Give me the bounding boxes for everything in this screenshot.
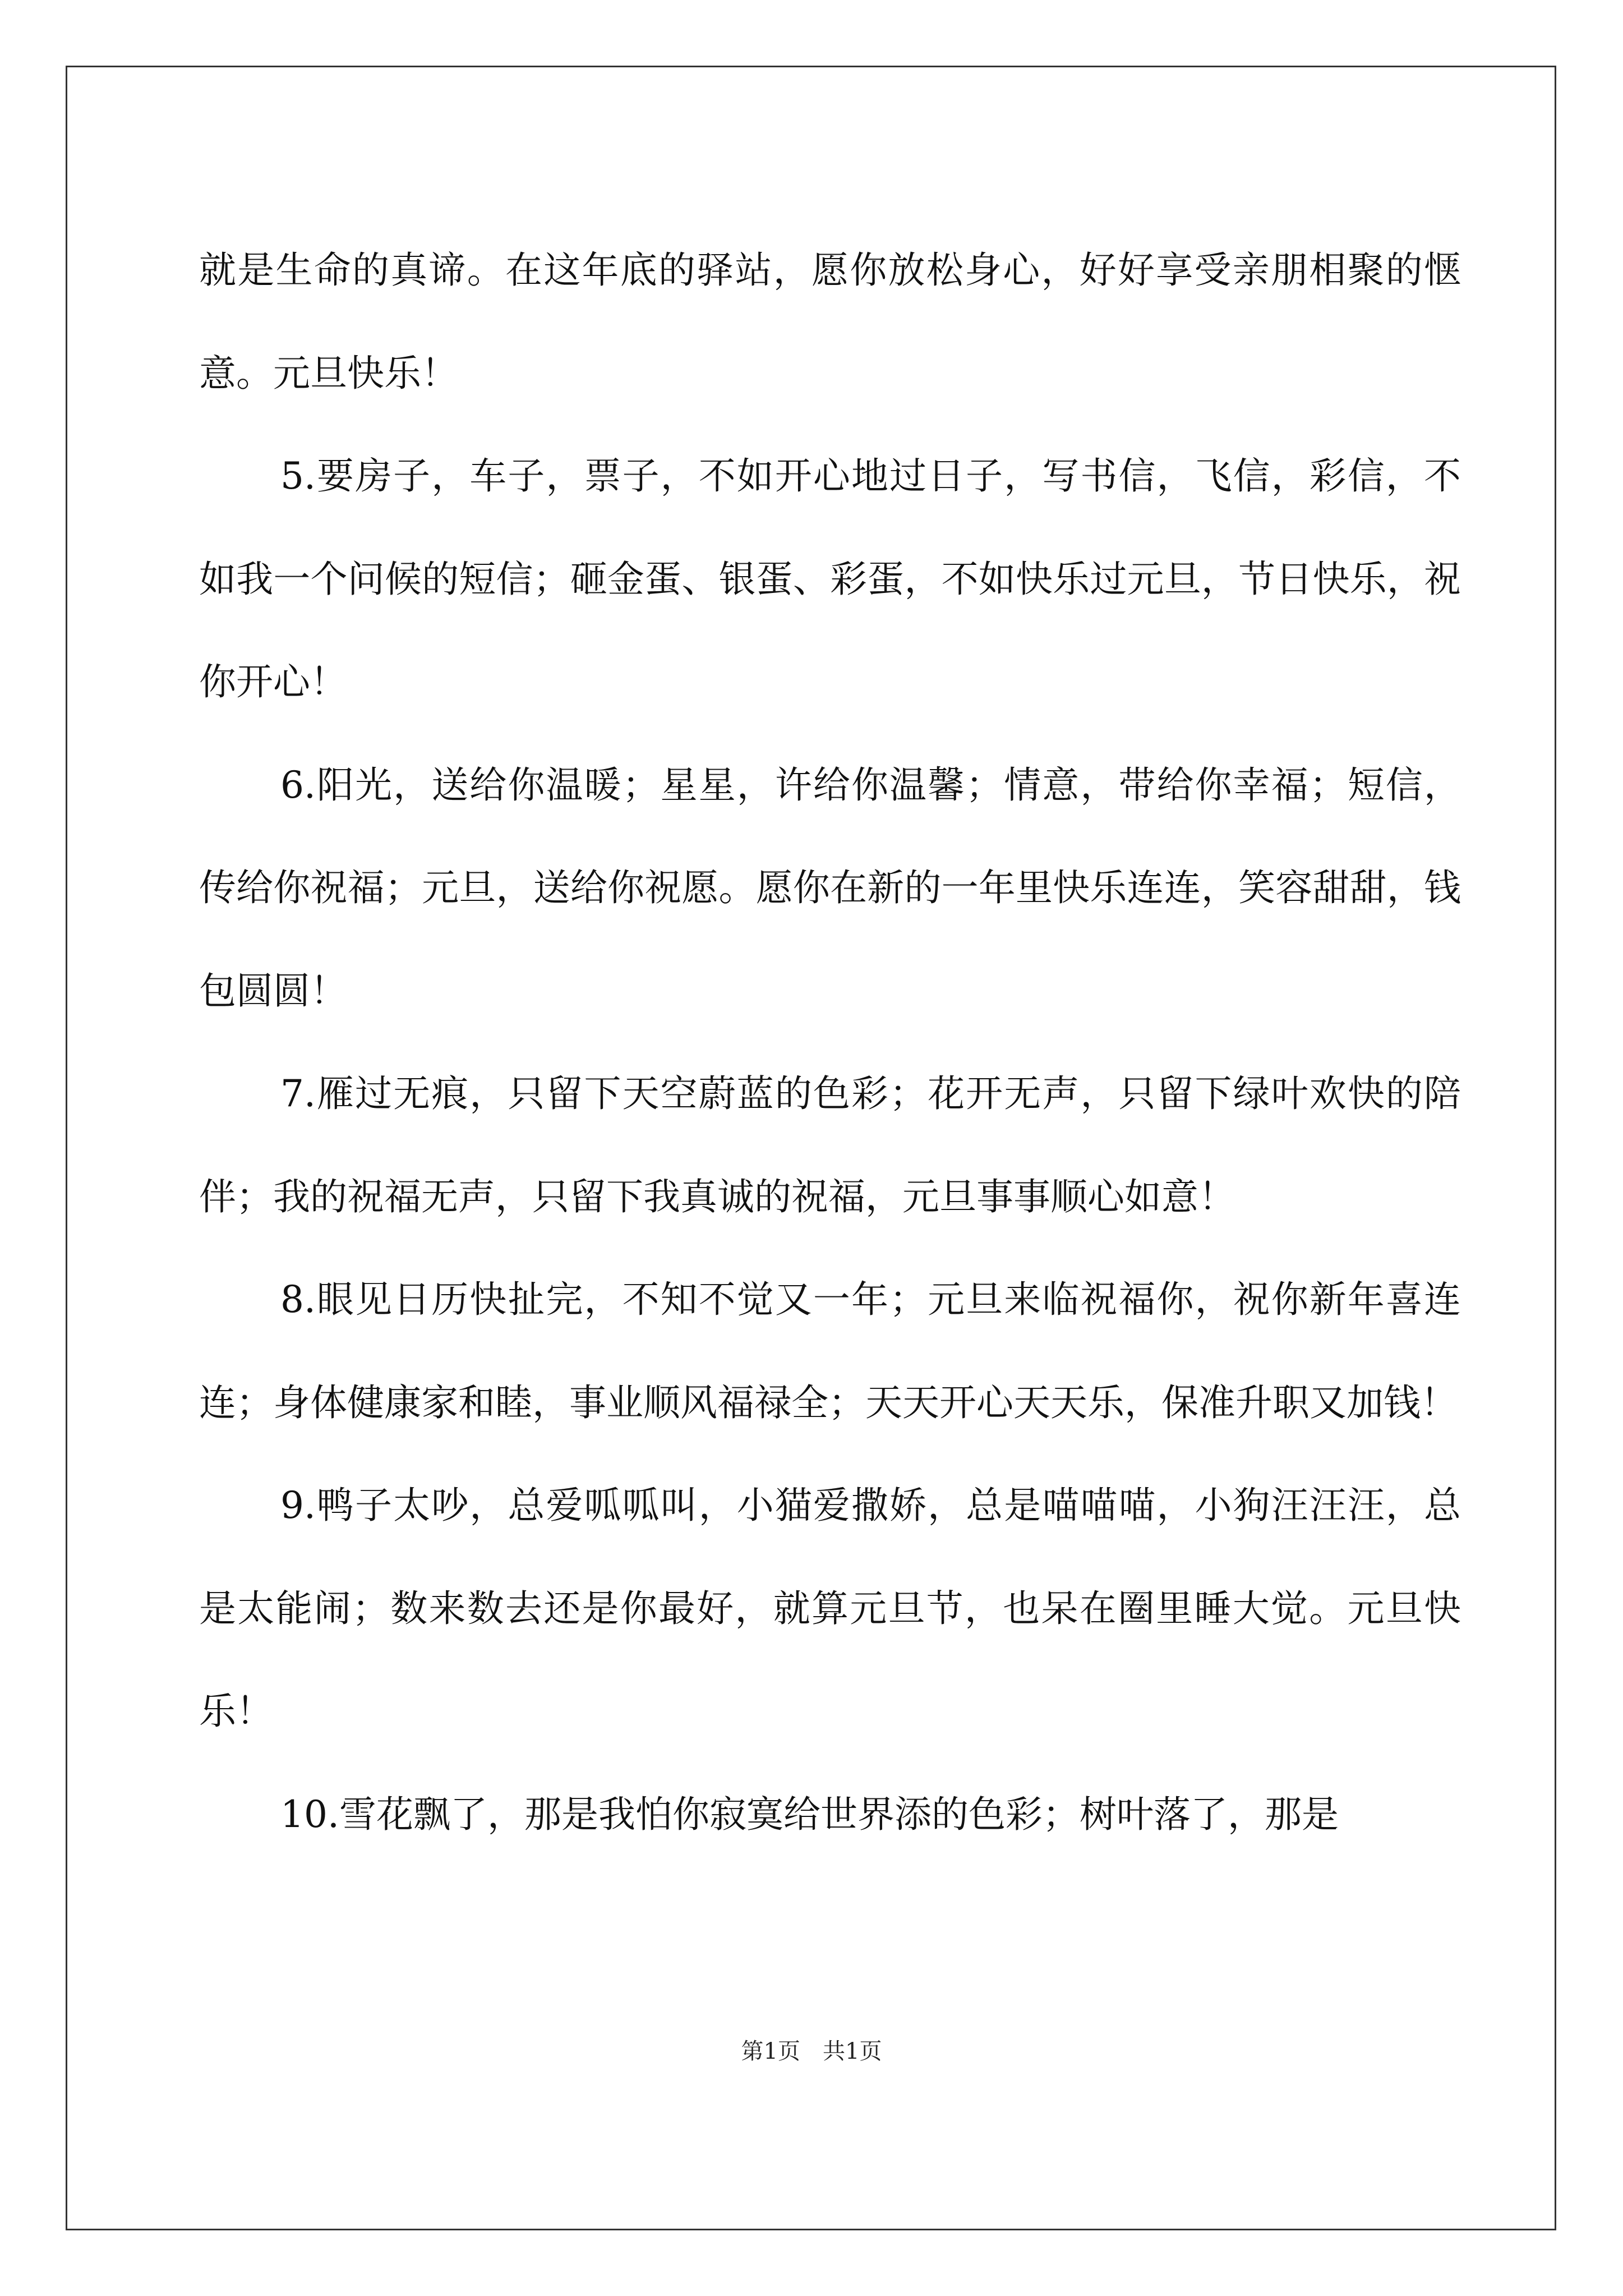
paragraph: 就是生命的真谛。在这年底的驿站，愿你放松身心，好好享受亲朋相聚的惬意。元旦快乐！ (199, 249, 1461, 395)
paragraph-item-7: 7.雁过无痕，只留下天空蔚蓝的色彩；花开无声，只留下绿叶欢快的陪伴；我的祝福无声，只留下我真诚的祝福，元旦事事顺心如意！ (199, 1072, 1461, 1218)
page-number-current: 第1页 (741, 2039, 800, 2064)
paragraph-item-6: 6.阳光，送给你温暖；星星，许给你温馨；情意，带给你幸福；短信，传给你祝福；元旦，送给你祝愿。愿你在新的一年里快乐连连，笑容甜甜，钱包圆圆！ (199, 763, 1461, 1013)
paragraph-item-9: 9.鸭子太吵，总爱呱呱叫，小猫爱撒娇，总是喵喵喵，小狗汪汪汪，总是太能闹；数来数去还是你最好，就算元旦节，也呆在圈里睡大觉。元旦快乐！ (199, 1484, 1461, 1733)
page-footer (0, 2033, 1623, 2065)
page-number-total: 共1页 (823, 2039, 882, 2064)
paragraph-item-8: 8.眼见日历快扯完，不知不觉又一年；元旦来临祝福你，祝你新年喜连连；身体健康家和睦，事业顺风福禄全；天天开心天天乐，保准升职又加钱！ (199, 1278, 1461, 1424)
paragraph-item-5: 5.要房子，车子，票子，不如开心地过日子，写书信，飞信，彩信，不如我一个问候的短信；砸金蛋、银蛋、彩蛋，不如快乐过元旦，节日快乐，祝你开心！ (199, 454, 1461, 703)
paragraph-item-10: 10.雪花飘了，那是我怕你寂寞给世界添的色彩；树叶落了，那是 (280, 1792, 1339, 1836)
document-body (199, 219, 1461, 1866)
